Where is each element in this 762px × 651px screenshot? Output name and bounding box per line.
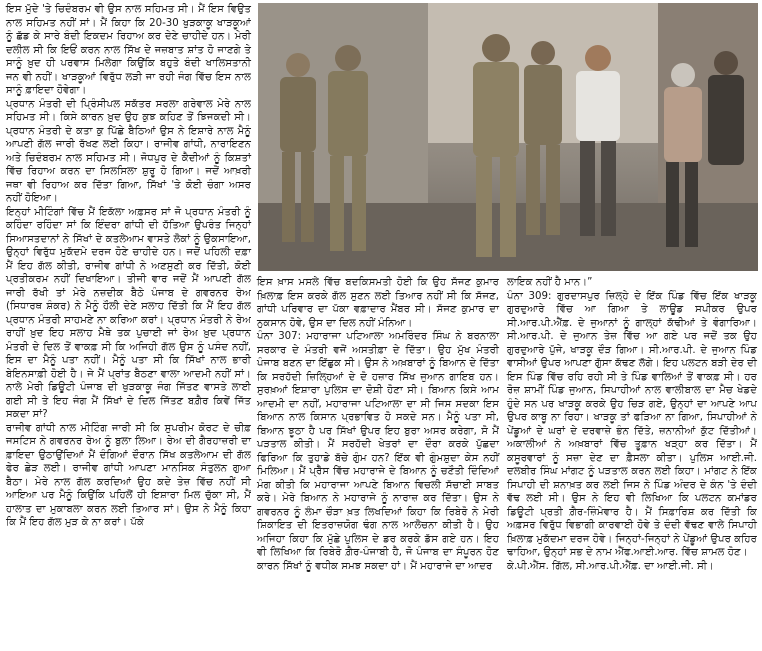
article-text-right: ਲਾਇਕ ਨਹੀਂ ਹੈ ਮਾਨ।” ਪੰਨਾ 309: ਗੁਰਦਾਸਪੁਰ ਜ਼ਿਲ੍ਹੇ ਦੇ ਇੱਕ ਪਿੰਡ ਵਿੱਚ ਇੱਕ ਖਾੜਕੂ ਗੁਰਦੁਆਰੇ ਵਿੱਚ ਆ ਗਿਆ ਤੇ ਲਾਊਡ ਸਪੀਕਰ ਉਪਰ ਸੀ.ਆਰ.ਪੀ.ਐੱਫ਼. ਦੇ ਜੁਆਨਾਂ ਨੂੰ ਗਾਲ੍ਹਾਂ ਕੱਢੀਆਂ ਤੇ ਵੰਗਾਰਿਆ। ਸੀ.ਆਰ.ਪੀ. ਦੇ ਜੁਆਨ ਤੇਜ਼ ਵਿੱਚ ਆ ਗਏ ਪਰ ਜਦੋਂ ਤਕ ਉਹ ਗੁਰਦੁਆਰੇ ਪੁੱਜੇ, ਖਾੜਕੂ ਦੌੜ ਗਿਆ। ਸੀ.ਆਰ.ਪੀ. ਦੇ ਜੁਆਨ ਪਿੰਡ ਵਾਸੀਆਂ ਉਪਰ ਆਪਣਾ ਗੁੱਸਾ ਕੱਢਣ ਲੱਗੇ। ਇਹ ਪਲਟਨ ਬੜੀ ਦੇਰ ਦੀ ਇਸ ਪਿੰਡ ਵਿੱਚ ਰਹਿ ਰਹੀ ਸੀ ਤੇ ਪਿੰਡ ਵਾਲਿਆਂ ਤੋਂ ਵਾਕਫ਼ ਸੀ। ਹਰ ਰੋਜ਼ ਸ਼ਾਮੀਂ ਪਿੰਡ ਜੁਆਨ, ਸਿਪਾਹੀਆਂ ਨਾਲ ਵਾਲੀਬਾਲ ਦਾ ਮੈਚ ਖੇਡਦੇ ਹੁੰਦੇ ਸਨ ਪਰ ਖਾੜਕੂ ਕਰਕੇ ਉਹ ਚਿੜ ਗਏ, ਉਨ੍ਹਾਂ ਦਾ ਆਪਣੇ ਆਪ ਉਪਰ ਕਾਬੂ ਨਾ ਰਿਹਾ। ਖਾੜਕੂ ਤਾਂ ਫੜਿਆ ਨਾ ਗਿਆ, ਸਿਪਾਹੀਆਂ ਨੇ ਪੇਂਡੂਆਂ ਦੇ ਘਰਾਂ ਦੇ ਦਰਵਾਜ਼ੇ ਭੰਨ ਦਿੱਤੇ, ਜ਼ਨਾਨੀਆਂ ਕੁੱਟ ਦਿੱਤੀਆਂ। ਅਕਾਲੀਆਂ ਨੇ ਅਖ਼ਬਾਰਾਂ ਵਿੱਚ ਤੂਫ਼ਾਨ ਖੜ੍ਹਾ ਕਰ ਦਿੱਤਾ। ਮੈਂ ਕਸੂਰਵਾਰਾਂ ਨੂੰ ਸਜ਼ਾ ਦੇਣ ਦਾ ਫ਼ੈਸਲਾ ਕੀਤਾ। ਪੁਲਿਸ ਆਈ.ਜੀ. ਦਲਬੀਰ ਸਿੰਘ ਮਾਂਗਟ ਨੂੰ ਪੜਤਾਲ ਕਰਨ ਲਈ ਕਿਹਾ। ਮਾਂਗਟ ਨੇ ਇੱਕ ਸਿਪਾਹੀ ਦੀ ਸ਼ਨਾਖ਼ਤ ਕਰ ਲਈ ਜਿਸ ਨੇ ਪਿੰਡ ਅੰਦਰ ਦੇ ਕੰਨ 'ਤੇ ਦੰਦੀ ਵੱਢ ਲਈ ਸੀ। ਉਸ ਨੇ ਇਹ ਵੀ ਲਿਖਿਆ ਕਿ ਪਲਟਨ ਕਮਾਂਡਰ ਡਿਊਟੀ ਪ੍ਰਤੀ ਗ਼ੈਰ-ਜ਼ਿੰਮੇਵਾਰ ਹੈ। ਮੈਂ ਸਿਫ਼ਾਰਿਸ਼ ਕਰ ਦਿੱਤੀ ਕਿ ਅਫ਼ਸਰ ਵਿਰੁੱਧ ਵਿਭਾਗੀ ਕਾਰਵਾਈ ਹੋਵੇ ਤੇ ਦੰਦੀ ਵੱਢਣ ਵਾਲੇ ਸਿਪਾਹੀ ਖ਼ਿਲਾਫ਼ ਮੁਕੱਦਮਾ ਦਰਜ ਹੋਵੇ। ਜਿਨ੍ਹਾਂ-ਜਿਨ੍ਹਾਂ ਨੇ ਪੇਂਡੂਆਂ ਉਪਰ ਕਹਿਰ ਢਾਹਿਆ, ਉਨ੍ਹਾਂ ਸਭ ਦੇ ਨਾਮ ਐੱਫ.ਆਈ.ਆਰ. ਵਿੱਚ ਸ਼ਾਮਲ ਹੋਣ। ਕੇ.ਪੀ.ਐੱਸ. ਗਿੱਲ, ਸੀ.ਆਰ.ਪੀ.ਐੱਫ਼. ਦਾ ਆਈ.ਜੀ. ਸੀ। — [507, 277, 757, 572]
news-photo — [258, 3, 758, 271]
police-officers-illustration — [258, 3, 758, 271]
article-text-left: ਇਸ ਮੁੱਦੇ 'ਤੇ ਚਿਦੰਬਰਮ ਵੀ ਉਸ ਨਾਲ ਸਹਿਮਤ ਸੀ। ਮੈਂ ਇਸ ਵਿਉਤ ਨਾਲ ਸਹਿਮਤ ਨਹੀਂ ਸਾਂ। ਮੈਂ ਕਿਹਾ ਕਿ 20-30 ਖੁੜਕਾਕੂ ਖਾੜਕੂਆਂ ਨੂੰ ਛੱਡ ਕੇ ਸਾਰੇ ਬੰਦੀ ਇਕਦਮ ਰਿਹਾਅ ਕਰ ਦੇਣੇ ਚਾਹੀਦੇ ਹਨ। ਮੇਰੀ ਦਲੀਲ ਸੀ ਕਿ ਇਓਂ ਕਰਨ ਨਾਲ ਸਿੱਖ ਦੇ ਜਜ਼ਬਾਤ ਸ਼ਾਂਤ ਹੋ ਜਾਣਗੇ ਤੇ ਸਾਨੂੰ ਖ਼ੁਦ ਹੀ ਪਰਵਾਸ ਮਿਲੇਗਾ ਕਿਉਂਕਿ ਬਹੁਤੇ ਬੰਦੀ ਖਾਲਿਸਤਾਨੀ ਜਨ ਵੀ ਨਹੀਂ। ਖਾੜਕੂਆਂ ਵਿਰੁੱਧ ਲੜੀ ਜਾ ਰਹੀ ਜੰਗ ਵਿੱਚ ਇਸ ਨਾਲ ਸਾਨੂੰ ਫ਼ਾਇਦਾ ਹੋਵੇਗਾ। ਪ੍ਰਧਾਨ ਮੰਤਰੀ ਦੀ ਪ੍ਰਿੰਸੀਪਲ ਸਕੱਤਰ ਸਰਲਾ ਗਰੇਵਾਲ ਮੇਰੇ ਨਾਲ ਸਹਿਮਤ ਸੀ। ਕਿਸੇ ਕਾਰਨ ਖ਼ੁਦ ਉਹ ਕੁਝ ਕਹਿਣ ਤੋਂ ਝਿਜਕਦੀ ਸੀ। ਪ੍ਰਧਾਨ ਮੰਤਰੀ ਦੇ ਕਤਾ ਕੁ ਪਿੱਛੇ ਬੈਠਿਆਂ ਉਸ ਨੇ ਇਸ਼ਾਰੇ ਨਾਲ ਮੈਨੂੰ ਆਪਣੀ ਗੱਲ ਜਾਰੀ ਰੱਖਣ ਲਈ ਕਿਹਾ। ਰਾਜੀਵ ਗਾਂਧੀ, ਨਾਰਾਇਣਨ ਅਤੇ ਚਿਦੰਬਰਮ ਨਾਲ ਸਹਿਮਤ ਸੀ। ਜੋਧਪੁਰ ਦੇ ਕੈਦੀਆਂ ਨੂੰ ਕਿਸ਼ਤਾਂ ਵਿੱਚ ਰਿਹਾਅ ਕਰਨ ਦਾ ਸਿਲਸਿਲਾ ਸ਼ੁਰੂ ਹੋ ਗਿਆ। ਜਦੋਂ ਆਖ਼ਰੀ ਜਥਾ ਵੀ ਰਿਹਾਅ ਕਰ ਦਿੱਤਾ ਗਿਆ, ਸਿੱਖਾਂ 'ਤੇ ਕੋਈ ਚੰਗਾ ਅਸਰ ਨਹੀਂ ਹੋਇਆ। ਇਨ੍ਹਾਂ ਮੀਟਿੰਗਾਂ ਵਿੱਚ ਮੈਂ ਇਕੱਲਾ ਅਫ਼ਸਰ ਸਾਂ ਜੋ ਪ੍ਰਧਾਨ ਮੰਤਰੀ ਨੂੰ ਕਹਿੰਦਾ ਰਹਿੰਦਾ ਸਾਂ ਕਿ ਇੰਦਰਾ ਗਾਂਧੀ ਦੀ ਹੱਤਿਆ ਉਪਰੰਤ ਜਿਨ੍ਹਾਂ ਸਿਆਸਤਦਾਨਾਂ ਨੇ ਸਿੱਖਾਂ ਦੇ ਕਤਲੇਆਮ ਵਾਸਤੇ ਲੋਕਾਂ ਨੂੰ ਉਕਸਾਇਆ, ਉਨ੍ਹਾਂ ਵਿਰੁੱਧ ਮੁਕੱਦਮੇ ਦਰਜ ਹੋਣੇ ਚਾਹੀਦੇ ਹਨ। ਜਦੋਂ ਪਹਿਲੀ ਦਫ਼ਾ ਮੈਂ ਇਹ ਗੱਲ ਕੀਤੀ, ਰਾਜੀਵ ਗਾਂਧੀ ਨੇ ਅਣਸੁਣੀ ਕਰ ਦਿੱਤੀ, ਕੋਈ ਪ੍ਰਤੀਕਰਮ ਨਹੀਂ ਦਿਖਾਇਆ। ਤੀਜੀ ਵਾਰ ਜਦੋਂ ਮੈਂ ਆਪਣੀ ਗੱਲ ਜਾਰੀ ਰੱਖੀ ਤਾਂ ਮੇਰੇ ਨਜ਼ਦੀਕ ਬੈਠੇ ਪੰਜਾਬ ਦੇ ਗਵਰਨਰ ਰੇਅ (ਸਿਧਾਰਥ ਸ਼ੰਕਰ) ਨੇ ਮੈਨੂੰ ਹੌਲੀ ਦੇਣੇ ਸਲਾਹ ਦਿੱਤੀ ਕਿ ਮੈਂ ਇਹ ਗੱਲ ਪ੍ਰਧਾਨ ਮੰਤਰੀ ਸਾਹਮਣੇ ਨਾ ਕਰਿਆ ਕਰਾਂ। ਪ੍ਰਧਾਨ ਮੰਤਰੀ ਨੇ ਰੇਅ ਰਾਹੀਂ ਖ਼ੁਦ ਇਹ ਸਲਾਹ ਮੈਥੇ ਤਕ ਪੁਚਾਈ ਜਾਂ ਰੇਅ ਖ਼ੁਦ ਪ੍ਰਧਾਨ ਮੰਤਰੀ ਦੇ ਦਿਲ ਤੋਂ ਵਾਕਫ਼ ਸੀ ਕਿ ਅਜਿਹੀ ਗੱਲ ਉਸ ਨੂੰ ਪਸੰਦ ਨਹੀਂ, ਇਸ ਦਾ ਮੈਨੂੰ ਪਤਾ ਨਹੀਂ। ਮੈਨੂੰ ਪਤਾ ਸੀ ਕਿ ਸਿੱਖਾਂ ਨਾਲ ਭਾਰੀ ਬੇਇਨਸਾਫ਼ੀ ਹੋਈ ਹੈ। ਜੇ ਮੈਂ ਪ੍ਰਾਂਤ ਬੈਠਣਾ ਵਾਲਾ ਆਦਮੀ ਨਹੀਂ ਸਾਂ। ਨਾਲੇ ਮੇਰੀ ਡਿਊਟੀ ਪੰਜਾਬ ਦੀ ਖੁੜਕਾਕੂ ਜੰਗ ਜਿੱਤਣ ਵਾਸਤੇ ਲਾਈ ਗਈ ਸੀ ਤੇ ਇਹ ਜੰਗ ਮੈਂ ਸਿੱਖਾਂ ਦੇ ਦਿਲ ਜਿੱਤਣ ਬਗ਼ੈਰ ਕਿਵੇਂ ਜਿੱਤ ਸਕਦਾ ਸਾਂ? ਰਾਜੀਵ ਗਾਂਧੀ ਨਾਲ ਮੀਟਿੰਗ ਜਾਰੀ ਸੀ ਕਿ ਸੁਪਰੀਮ ਕੋਰਟ ਦੇ ਚੀਫ਼ ਜਸਟਿਸ ਨੇ ਗਵਰਨਰ ਰੇਅ ਨੂੰ ਬੁਲਾ ਲਿਆ। ਰੇਅ ਦੀ ਗੈਰਹਾਜ਼ਰੀ ਦਾ ਫ਼ਾਇਦਾ ਉਠਾਉਂਦਿਆਂ ਮੈਂ ਦੰਗਿਆਂ ਦੌਰਾਨ ਸਿੱਖ ਕਤਲੇਆਮ ਦੀ ਗੱਲ ਫੇਰ ਛੇੜ ਲਈ। ਰਾਜੀਵ ਗਾਂਧੀ ਆਪਣਾ ਮਾਨਸਿਕ ਸੰਤੁਲਨ ਗੁਆ ਬੈਠਾ। ਮੇਰੇ ਨਾਲ ਗੱਲ ਕਰਦਿਆਂ ਉਹ ਕਦੇ ਤੇਜ਼ ਵਿੱਚ ਨਹੀਂ ਸੀ ਆਇਆ ਪਰ ਮੈਨੂੰ ਕਿਉਂਕਿ ਪਹਿਲੋਂ ਹੀ ਇਸ਼ਾਰਾ ਮਿਲ ਚੁੱਕਾ ਸੀ, ਮੈਂ ਹਾਲਾਤ ਦਾ ਮੁਕਾਬਲਾ ਕਰਨ ਲਈ ਤਿਆਰ ਸਾਂ। ਉਸ ਨੇ ਮੈਨੂੰ ਕਿਹਾ ਕਿ ਮੈਂ ਇਹ ਗੱਲ ਮੁੜ ਕੇ ਨਾ ਕਰਾਂ। ਪੱਕੇ — [6, 4, 251, 528]
article-column-right — [507, 276, 757, 648]
article-text-middle: ਇਸ ਖ਼ਾਸ ਮਸਲੇ ਵਿੱਚ ਬਦਕਿਸਮਤੀ ਹੋਈ ਕਿ ਉਹ ਸੱਜਣ ਕੁਮਾਰ ਖ਼ਿਲਾਫ਼ ਇਸ ਕਰਕੇ ਗੱਲ ਸੁਣਨ ਲਈ ਤਿਆਰ ਨਹੀਂ ਸੀ ਕਿ ਸੱਜਣ, ਗਾਂਧੀ ਪਰਿਵਾਰ ਦਾ ਪੱਕਾ ਵਫ਼ਾਦਾਰ ਮੈਂਬਰ ਸੀ। ਸੱਜਣ ਕੁਮਾਰ ਦਾ ਨੁਕਸਾਨ ਹੋਵੇ, ਉਸ ਦਾ ਦਿਲ ਨਹੀਂ ਮੰਨਿਆ। ਪੰਨਾ 307: ਮਹਾਰਾਜਾ ਪਟਿਆਲਾ ਅਮਰਿੰਦਰ ਸਿੰਘ ਨੇ ਬਰਨਾਲਾ ਸਰਕਾਰ ਦੇ ਮੰਤਰੀ ਵਜੋਂ ਅਸਤੀਫ਼ਾ ਦੇ ਦਿੱਤਾ। ਉਹ ਮੁੱਖ ਮੰਤਰੀ ਪੰਜਾਬ ਬਣਨ ਦਾ ਇੱਛੁਕ ਸੀ। ਉਸ ਨੇ ਅਖ਼ਬਾਰਾਂ ਨੂੰ ਬਿਆਨ ਦੇ ਦਿੱਤਾ ਕਿ ਸਰਹੱਦੀ ਜ਼ਿਲ੍ਹਿਆਂ ਦੇ ਦੋ ਹਜ਼ਾਰ ਸਿੱਖ ਜੁਆਨ ਗਾਇਬ ਹਨ। ਸੁਰਖ਼ਆਂ ਇਸ਼ਾਰਾ ਪੁਲਿਸ ਦਾ ਦੋਸ਼ੀ ਹੋਣਾ ਸੀ। ਬਿਆਨ ਕਿਸੇ ਆਮ ਆਦਮੀ ਦਾ ਨਹੀਂ, ਮਹਾਰਾਜਾ ਪਟਿਆਲਾ ਦਾ ਸੀ ਜਿਸ ਸਦਕਾ ਇਸ ਬਿਆਨ ਨਾਲ ਕਿਸਾਨ ਪ੍ਰਭਾਵਿਤ ਹੋ ਸਕਦੇ ਸਨ। ਮੈਨੂੰ ਪਤਾ ਸੀ, ਬਿਆਨ ਝੂਠਾ ਹੈ ਪਰ ਸਿੱਖਾਂ ਉਪਰ ਇਹ ਬੁਰਾ ਅਸਰ ਕਰੇਗਾ, ਸੋ ਮੈਂ ਪੜਤਾਲ ਕੀਤੀ। ਮੈਂ ਸਰਹੱਦੀ ਖੇਤਰਾਂ ਦਾ ਦੌਰਾ ਕਰਕੇ ਪੁੱਛਦਾ ਫਿਰਿਆ ਕਿ ਤੁਹਾਡੇ ਬੱਚੇ ਗੁੰਮ ਹਨ? ਇੱਕ ਵੀ ਗੁੰਮਸ਼ੁਦਾ ਕੇਸ ਨਹੀਂ ਮਿਲਿਆ। ਮੈਂ ਪ੍ਰੈੱਸ ਵਿੱਚ ਮਹਾਰਾਜੇ ਦੇ ਬਿਆਨ ਨੂੰ ਚਣੌਤੀ ਦਿੰਦਿਆਂ ਮੰਗ ਕੀਤੀ ਕਿ ਮਹਾਰਾਜਾ ਆਪਣੇ ਬਿਆਨ ਵਿਚਲੀ ਸੱਚਾਈ ਸਾਬਤ ਕਰੇ। ਮੇਰੇ ਬਿਆਨ ਨੇ ਮਹਾਰਾਜੇ ਨੂੰ ਨਾਰਾਜ਼ ਕਰ ਦਿੱਤਾ। ਉਸ ਨੇ ਗਵਰਨਰ ਨੂੰ ਲੰਮਾ ਚੌੜਾ ਖ਼ਤ ਲਿਖਦਿਆਂ ਕਿਹਾ ਕਿ ਰਿਬੇਰੋ ਨੇ ਮੇਰੀ ਸ਼ਿਕਾਇਤ ਦੀ ਇਤਰਾਜ਼ਯੋਗ ਢੰਗ ਨਾਲ ਆਲੋਚਨਾ ਕੀਤੀ ਹੈ। ਉਹ ਅਜਿਹਾ ਕਿਹਾ ਕਿ ਮੁੱਛੇ ਪੁਲਿਸ ਦੇ ਡਰ ਕਰਕੇ ਡੱਸ ਗਏ ਹਨ। ਇਹ ਵੀ ਲਿਖਿਆ ਕਿ ਰਿਬੇਰੋ ਗ਼ੈਰ-ਪੰਜਾਬੀ ਹੈ, ਜੋ ਪੰਜਾਬ ਦਾ ਸੰਪੂਰਨ ਹੋਣ ਕਾਰਨ ਸਿੱਖਾਂ ਨੂੰ ਵਧੀਕ ਸਮਝ ਸਕਦਾ ਹਾਂ। ਮੈਂ ਮਹਾਰਾਜੇ ਦਾ ਆਦਰ — [257, 277, 499, 572]
article-column-middle — [257, 276, 499, 648]
article-column-left — [6, 3, 251, 648]
